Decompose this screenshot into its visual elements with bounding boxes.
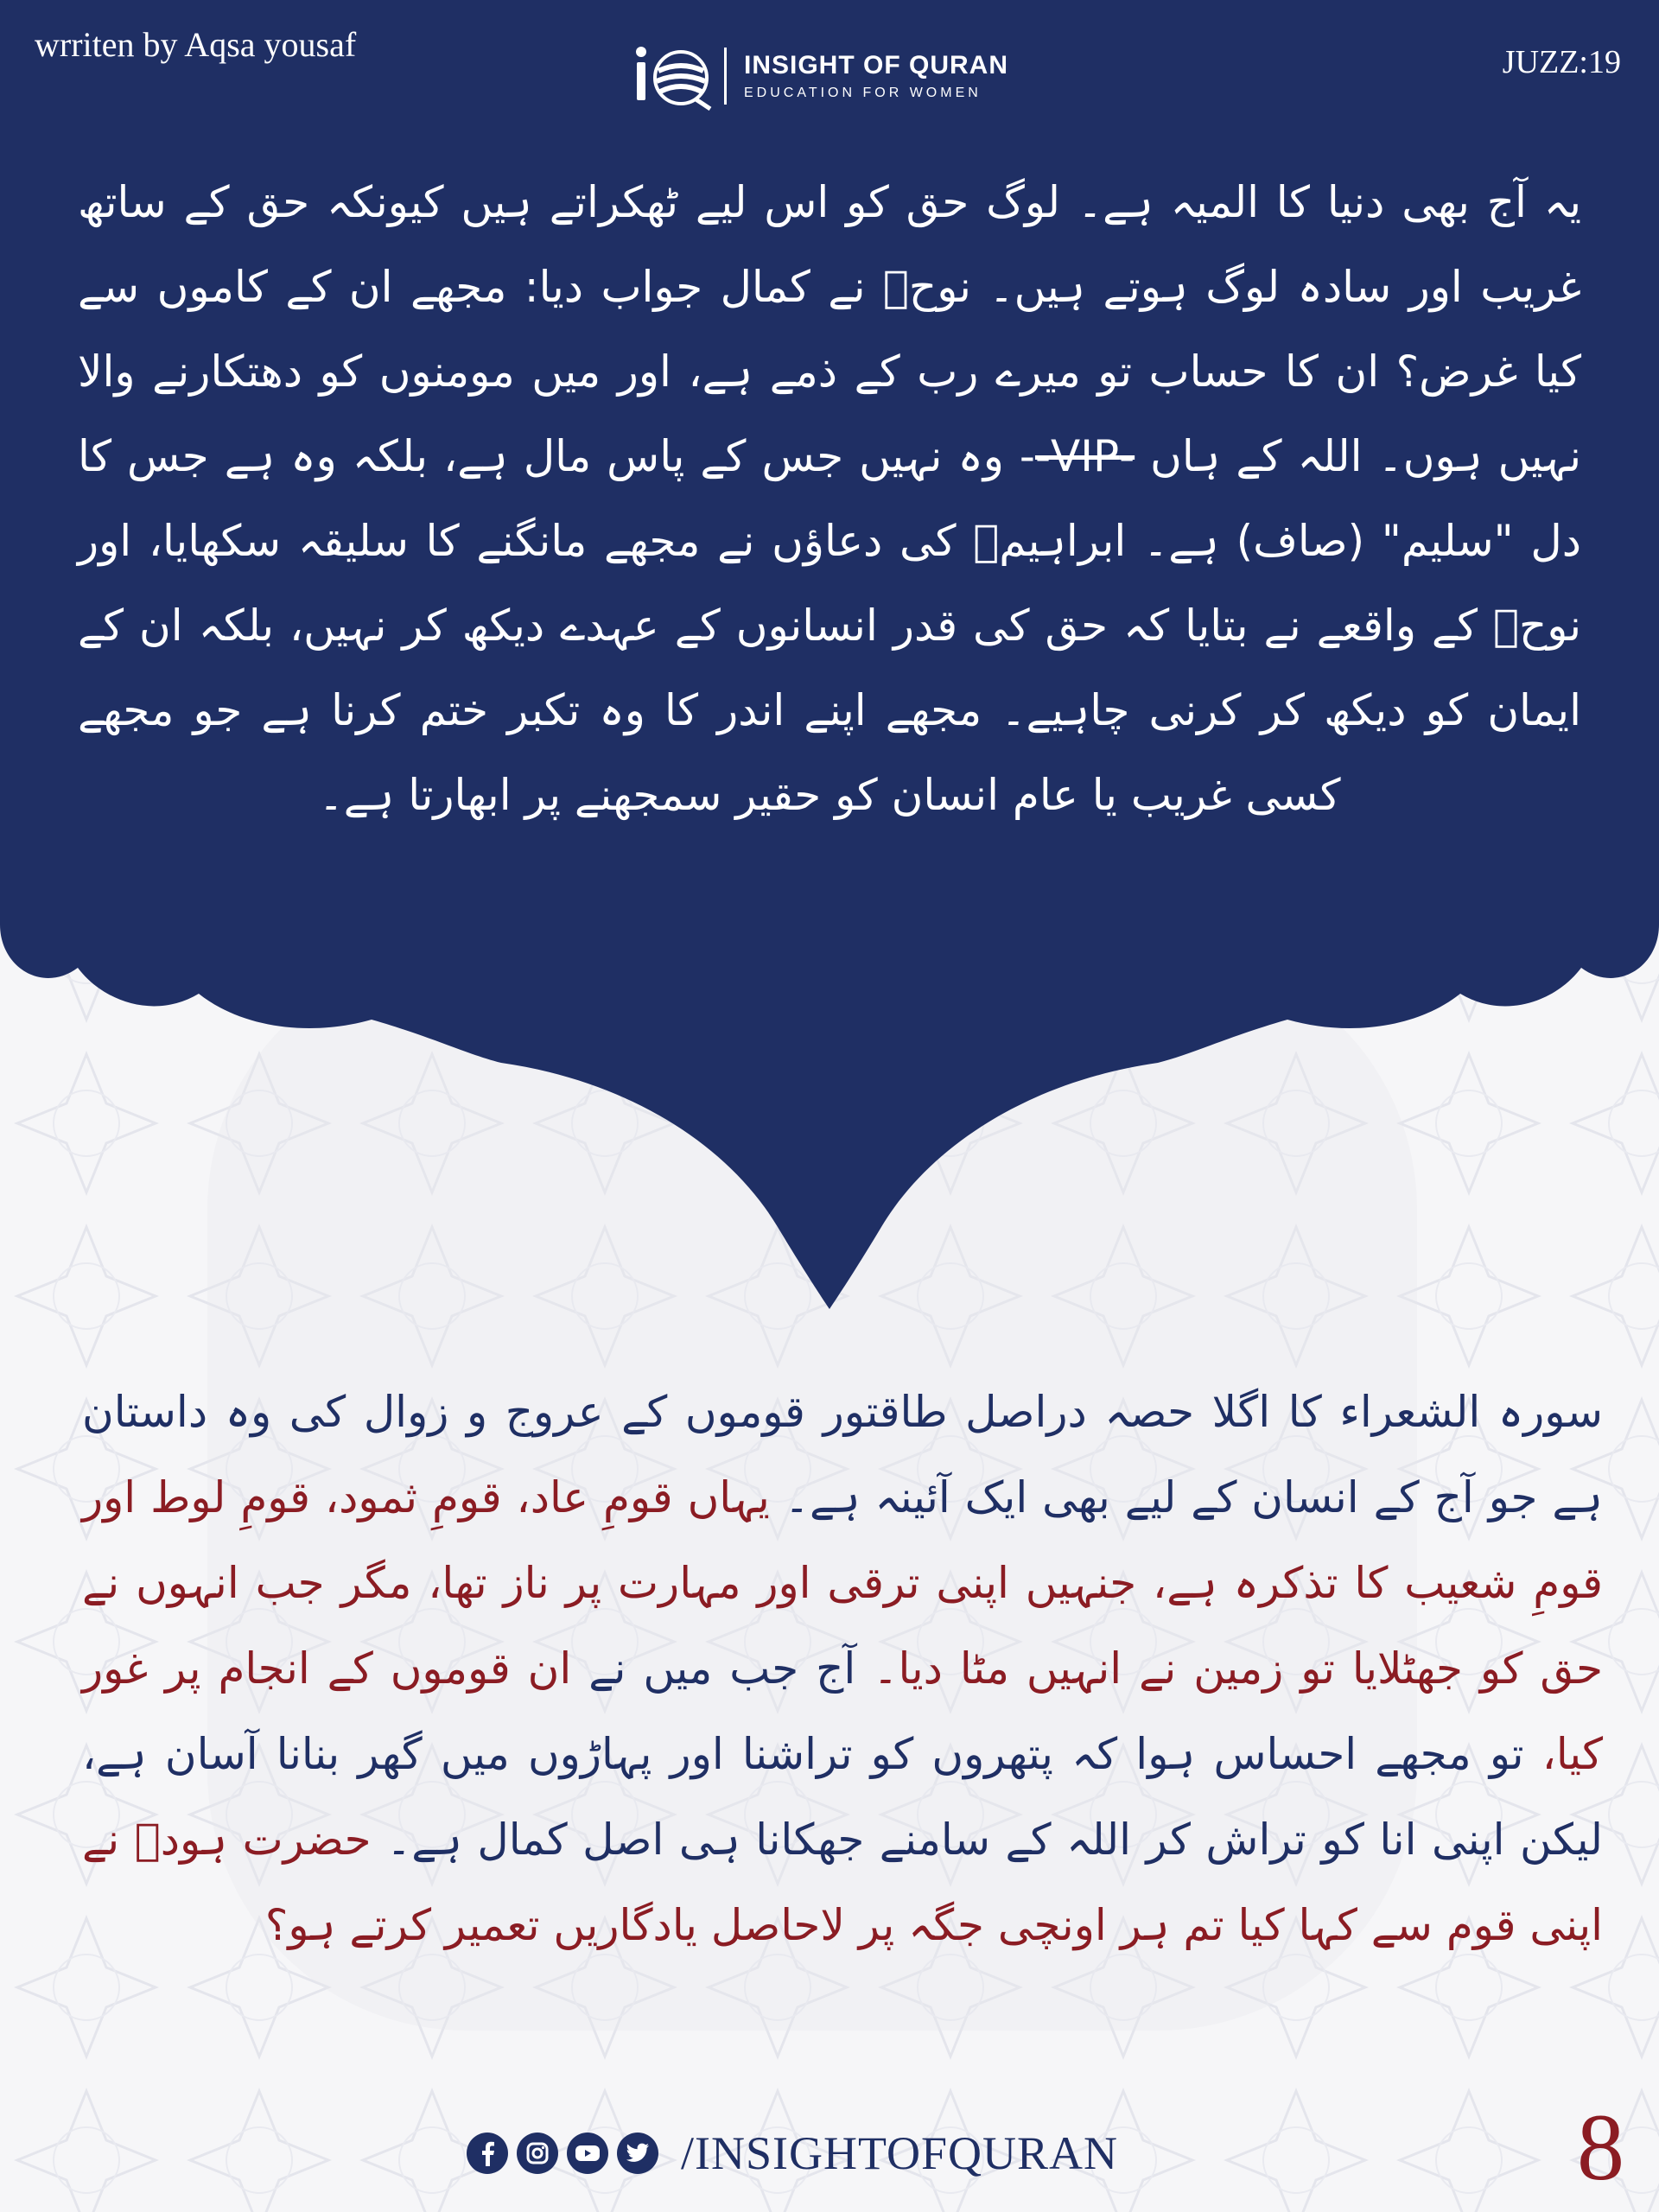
social-links [467,2133,658,2174]
page-number: 8 [1577,2094,1624,2200]
logo-divider [724,48,727,105]
instagram-icon[interactable] [517,2133,558,2174]
logo-icon [632,41,717,111]
bottom-text-2: آج جب میں نے [571,1643,874,1694]
youtube-icon[interactable] [567,2133,608,2174]
top-paragraph-part-1: یہ آج بھی دنیا کا المیہ ہے۔ لوگ حق کو اس لیے ٹھکراتے ہیں کیونکہ حق کے ساتھ غریب اور سادہ لوگ ہوتے ہیں۔ نوحؑ نے کمال جواب دیا: مجھے ان کے کاموں سے کیا غرض؟ ان کا حساب تو میرے رب کے ذمے ہے، اور میں مومنوں کو دھتکارنے والا نہیں ہوں۔ اللہ کے ہاں [78,177,1581,481]
bottom-paragraph [82,1370,1603,1968]
highlight-text-3: حضرت ہودؑ نے اپنی قوم سے کہا کیا تم ہر اونچی جگہ پر لاحاصل یادگاریں تعمیر کرتے ہو؟ [82,1815,1603,1950]
social-handle[interactable]: /INSIGHTOFQURAN [681,2127,1119,2179]
vip-text: -VIP- [1034,431,1135,481]
bottom-text-1: سورہ الشعراء کا اگلا حصہ دراصل طاقتور قوموں کے عروج و زوال کی وہ داستان ہے جو آج کے انسان کے لیے بھی ایک آئینہ ہے۔ [82,1387,1603,1522]
logo-text [744,51,1008,101]
brand-logo [632,41,1047,111]
juzz-label: JUZZ:19 [1502,44,1621,80]
logo-title: INSIGHT OF QURAN [744,51,1008,79]
top-paragraph [78,160,1581,837]
bottom-text-3: تو مجھے احساس ہوا کہ پتھروں کو تراشنا اور پہاڑوں میں گھر بنانا آسان ہے، لیکن اپنی انا کو تراش کر اللہ کے سامنے جھکانا ہی اصل کمال ہے۔ [82,1729,1604,1865]
twitter-icon[interactable] [617,2133,658,2174]
highlight-text-2: ان قوموں کے انجام پر غور کیا، [82,1643,1603,1779]
highlight-text-1: یہاں قومِ عاد، قومِ ثمود، قومِ لوط اور قومِ شعیب کا تذکرہ ہے، جنہیں اپنی ترقی اور مہارت پر ناز تھا، مگر جب انہوں نے حق کو جھٹلایا تو زمین نے انہیں مٹا دیا۔ [82,1472,1603,1694]
top-paragraph-part-2: - وہ نہیں جس کے پاس مال ہے، بلکہ وہ ہے جس کا دل "سلیم" (صاف) ہے۔ ابراہیمؑ کی دعاؤں نے مجھے مانگنے کا سلیقہ سکھایا، اور نوحؑ کے واقعے نے بتایا کہ حق کی قدر انسانوں کے عہدے دیکھ کر نہیں، بلکہ ان کے ایمان کو دیکھ کر کرنی چاہیے۔ مجھے اپنے اندر کا وہ تکبر ختم کرنا ہے جو مجھے کسی غریب یا عام انسان کو حقیر سمجھنے پر ابھارتا ہے۔ [78,431,1581,820]
logo-subtitle: EDUCATION FOR WOMEN [744,86,982,100]
footer [467,2126,1118,2181]
author-credit: wrriten by Aqsa yousaf [35,25,357,64]
facebook-icon[interactable] [467,2133,508,2174]
